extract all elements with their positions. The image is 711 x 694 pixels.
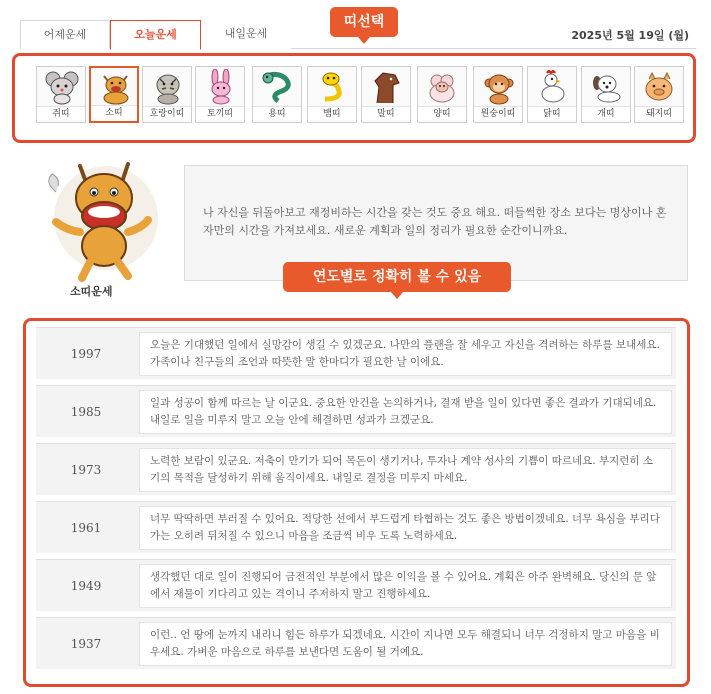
date-label: 2025년 5월 19일 (월) — [571, 29, 689, 42]
zodiac-label: 뱀띠 — [308, 106, 356, 120]
tab-tomorrow[interactable]: 내일운세 — [201, 20, 291, 49]
zodiac-label: 토끼띠 — [196, 106, 244, 120]
zodiac-label: 닭띠 — [528, 106, 576, 120]
zodiac-label: 원숭이띠 — [474, 106, 522, 120]
zodiac-label: 쥐띠 — [37, 106, 85, 120]
zodiac-selector — [12, 53, 696, 143]
sheep-icon — [421, 69, 464, 105]
zodiac-rat[interactable] — [36, 66, 86, 123]
zodiac-sheep[interactable] — [417, 66, 467, 123]
year-fortune-text: 너무 딱딱하면 부러질 수 있어요. 적당한 선에서 부드럽게 타협하는 것도 좋은 방법이겠네요. 너무 욕심을 부리다가는 오히려 뒤처질 수 있으니 마음을 조금씩 비우 도록 노력하세요. — [139, 506, 672, 550]
zodiac-label: 용띠 — [253, 106, 301, 120]
callout-zodiac: 띠선택 — [330, 7, 398, 37]
year-label: 1985 — [70, 405, 102, 419]
year-fortune-text: 생각했던 대로 일이 진행되어 금전적인 부분에서 많은 이익을 볼 수 있어요. 계획은 아주 완벽해요. 당신의 문 앞에서 재물이 기다리고 있는 격이니 주저하지 말고 진행하세요. — [139, 564, 672, 608]
year-row — [36, 443, 676, 495]
year-row — [36, 617, 676, 669]
year-row — [36, 327, 676, 379]
year-fortune-text: 일과 성공이 함께 따르는 날 이군요. 중요한 안건을 논의하거나, 결재 받을 일이 있다면 좋은 결과가 기대되네요. 내일로 일을 미루지 말고 오늘 안에 해결하면 성과가 크겠군요. — [139, 390, 672, 434]
year-fortune-list — [23, 318, 690, 687]
dog-icon — [585, 69, 628, 105]
monkey-icon — [477, 69, 520, 105]
zodiac-monkey[interactable] — [473, 66, 523, 123]
zodiac-label: 돼지띠 — [635, 106, 683, 120]
callout-years: 연도별로 정확히 볼 수 있음 — [283, 262, 511, 292]
year-label: 1949 — [70, 579, 102, 593]
year-row — [36, 501, 676, 553]
zodiac-label: 소띠 — [91, 105, 137, 119]
zodiac-label: 양띠 — [418, 106, 466, 120]
year-label: 1961 — [70, 521, 102, 535]
zodiac-snake[interactable] — [307, 66, 357, 123]
zodiac-label: 개띠 — [582, 106, 630, 120]
pig-icon — [638, 69, 681, 105]
tab-yesterday[interactable]: 어제운세 — [20, 20, 110, 49]
tab-today[interactable]: 오늘운세 — [110, 20, 201, 50]
rat-icon — [40, 69, 83, 105]
zodiac-rooster[interactable] — [527, 66, 577, 123]
year-row — [36, 559, 676, 611]
zodiac-rabbit[interactable] — [195, 66, 245, 123]
tiger-icon — [146, 69, 189, 105]
horse-icon — [365, 69, 408, 105]
fortune-summary-text: 나 자신을 뒤돌아보고 재정비하는 시간을 갖는 것도 중요 해요. 떠들썩한 장소 보다는 명상이나 혼자만의 시간을 가져보세요. 새로운 계획과 일의 정리가 필요한 순간이니까요. — [203, 206, 667, 237]
zodiac-label: 말띠 — [362, 106, 410, 120]
year-label: 1973 — [70, 463, 102, 477]
zodiac-dog[interactable] — [581, 66, 631, 123]
year-fortune-text: 노력한 보람이 있군요. 저축이 만기가 되어 목돈이 생기거나, 투자나 계약 성사의 기쁨이 따르네요. 부지런히 소기의 목적을 달성하기 위해 움직이세요. 내일로 결정을 미루지 마세요. — [139, 448, 672, 492]
year-fortune-text: 이런.. 언 땅에 눈까지 내리니 힘든 하루가 되겠네요. 시간이 지나면 모두 해결되니 너무 걱정하지 말고 마음을 비우세요. 가벼운 마음으로 하루를 보낸다면 도움이 될 거예요. — [139, 622, 672, 666]
year-row — [36, 385, 676, 437]
mascot-title: 소띠운세 — [70, 285, 113, 298]
zodiac-horse[interactable] — [361, 66, 411, 123]
ox-icon — [94, 70, 137, 106]
year-label: 1937 — [70, 637, 102, 651]
year-label: 1997 — [70, 347, 102, 361]
dragon-icon — [256, 69, 299, 105]
zodiac-tiger[interactable] — [142, 66, 192, 123]
zodiac-pig[interactable] — [634, 66, 684, 123]
ox-mascot-illustration — [36, 152, 164, 282]
year-fortune-text: 오늘은 기대했던 일에서 실망감이 생길 수 있겠군요. 나만의 플랜을 잘 세우고 자신을 격려하는 하루를 보내세요. 가족이나 친구들의 조언과 따뜻한 말 한마디가 필요한 날 이에요. — [139, 332, 672, 376]
rabbit-icon — [199, 69, 242, 105]
zodiac-label: 호랑이띠 — [143, 106, 191, 120]
snake-icon — [311, 69, 354, 105]
rooster-icon — [531, 69, 574, 105]
zodiac-dragon[interactable] — [252, 66, 302, 123]
zodiac-ox[interactable] — [89, 66, 139, 123]
